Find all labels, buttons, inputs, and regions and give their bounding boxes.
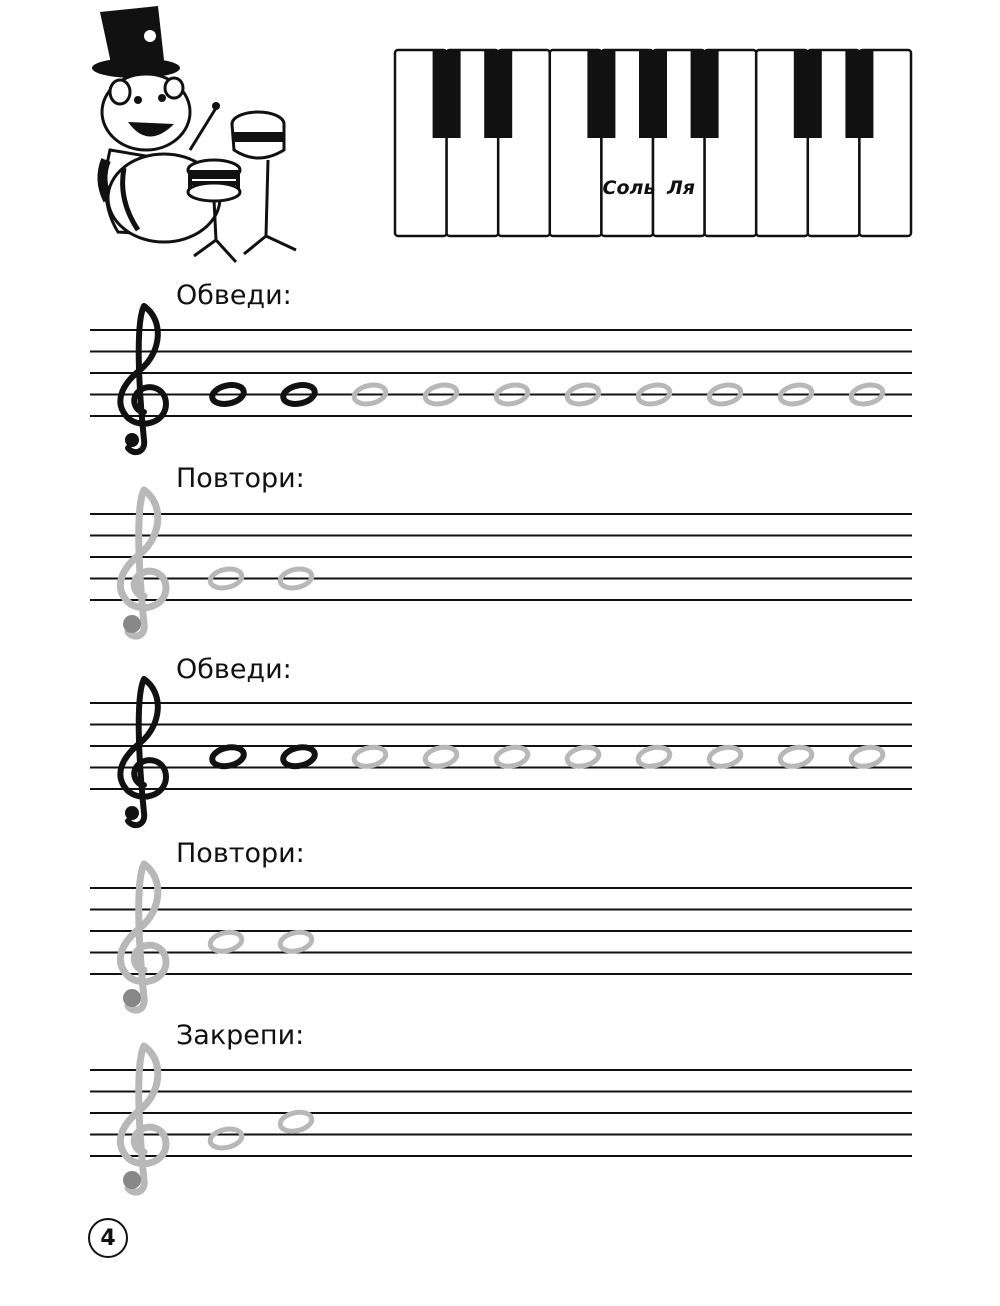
treble-clef-icon (120, 306, 166, 452)
black-piano-key (691, 50, 719, 138)
treble-clef-icon (120, 679, 166, 825)
black-piano-key (845, 50, 873, 138)
black-piano-key (433, 50, 461, 138)
black-piano-key (587, 50, 615, 138)
instruction-label: Повтори: (176, 838, 305, 869)
black-piano-key (794, 50, 822, 138)
black-piano-key (639, 50, 667, 138)
music-staff (86, 673, 916, 833)
instruction-label: Повтори: (176, 463, 305, 494)
black-piano-key (484, 50, 512, 138)
music-staff (86, 1040, 916, 1200)
treble-clef-icon (120, 864, 166, 1010)
page-number: 4 (100, 1225, 116, 1251)
key-label-la: Ля (667, 177, 695, 199)
whole-note-tracing (208, 930, 243, 954)
hippo-drummer-illustration (78, 0, 308, 268)
top-hat-icon (92, 6, 180, 78)
whole-note-tracing (494, 745, 529, 769)
treble-clef-icon (120, 1046, 166, 1192)
whole-note-tracing (423, 745, 458, 769)
snare-drum-icon (188, 160, 240, 201)
whole-note-tracing (778, 745, 813, 769)
whole-note-dark (210, 745, 245, 769)
whole-note-dark (281, 745, 316, 769)
whole-note-tracing (849, 745, 884, 769)
key-label-sol: Соль (602, 177, 656, 199)
whole-note-tracing (565, 745, 600, 769)
treble-clef-icon (120, 490, 166, 636)
music-staff (86, 858, 916, 1018)
tom-drum-icon (232, 112, 284, 158)
music-staff (86, 484, 916, 644)
instruction-label: Обведи: (176, 280, 292, 311)
instruction-label: Обведи: (176, 654, 292, 685)
whole-note-tracing (707, 745, 742, 769)
page-number-badge (88, 1218, 128, 1258)
whole-note-tracing (352, 745, 387, 769)
whole-note-tracing (278, 930, 313, 954)
whole-note-tracing (636, 745, 671, 769)
instruction-label: Закрепи: (176, 1020, 305, 1051)
piano-keyboard (393, 48, 915, 238)
music-staff (86, 300, 916, 460)
whole-note-tracing (208, 1126, 243, 1150)
